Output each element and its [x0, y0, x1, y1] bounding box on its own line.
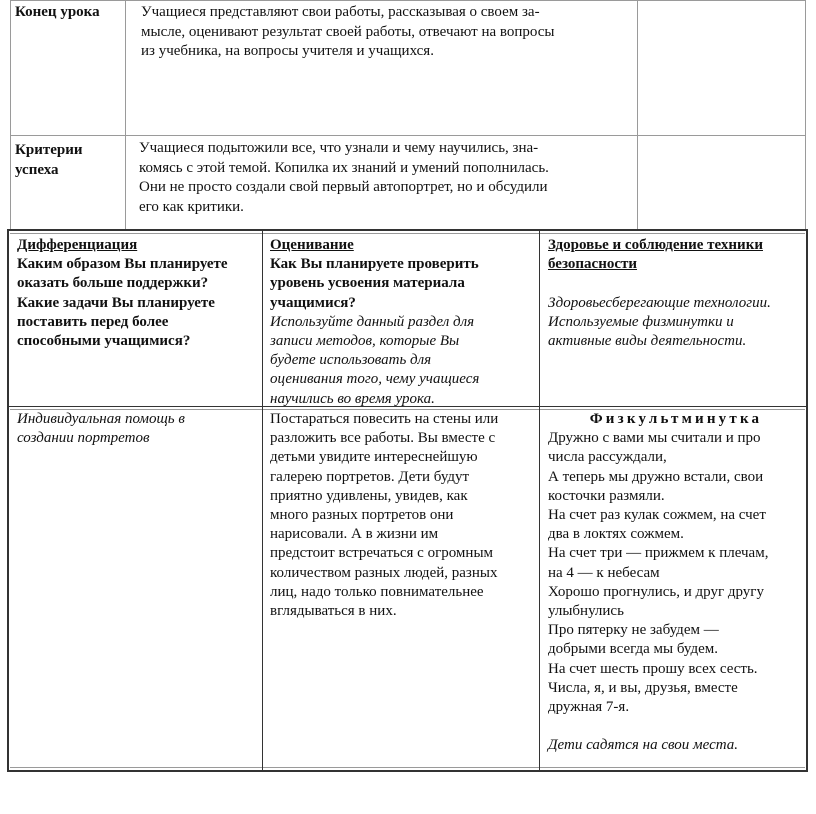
row-label-lesson-end: Конец урока	[15, 4, 100, 20]
upper-table-col-divider-1	[125, 0, 126, 229]
header-health-safety: Здоровье и соблюдение техники безопасности Здоровьесберегающие технологии. Используемые физминутки и активные виды деятельности.	[548, 237, 771, 350]
lower-table-border-left	[7, 229, 9, 772]
body-assessment: Постараться повесить на стены или разложить все работы. Вы вместе с детьми увидите интереснейшую галерею портретов. Дети будут приятно удивлены, увидев, как много разных портретов они нарисовали. А в жизни им предстоит встречаться с огромным количеством разных людей, разных лиц, надо только повнимательнее вглядываться в них.	[270, 411, 499, 620]
header-health-safety-title: Здоровье и соблюдение техники	[548, 237, 763, 253]
physminute-end: Дети садятся на свои места.	[548, 737, 738, 754]
lower-table-inner-bottom	[10, 767, 805, 768]
lower-table-border-right	[806, 229, 808, 772]
header-differentiation: Дифференциация Каким образом Вы планируете оказать больше поддержки? Какие задачи Вы планируете поставить перед более способными учащимися?	[17, 237, 228, 350]
row-content-lesson-end: Учащиеся представляют свои работы, рассказывая о своем за- мысле, оценивают результат своей работы, отвечают на вопросы из учебника, на вопросы учителя и учащихся.	[141, 4, 555, 60]
upper-table-border-right	[805, 0, 806, 229]
lower-table-inner-top	[10, 233, 805, 234]
lower-table-col-divider-2	[539, 229, 540, 772]
upper-table-row-divider	[10, 135, 806, 136]
lower-table-border-bottom	[7, 770, 808, 772]
header-assessment: Оценивание Как Вы планируете проверить уровень усвоения материала учащимися? Используйте данный раздел для записи методов, которые Вы будете использовать для оценивания того, чему учащиеся научились во время урока.	[270, 237, 480, 407]
row-label-success-criteria: Критерии успеха	[15, 142, 83, 178]
row-content-success-criteria: Учащиеся подытожили все, что узнали и чему научились, зна- комясь с этой темой. Копилка их знаний и умений пополнилась. Они не просто создали свой первый автопортрет, но и обсудили его как критики.	[139, 140, 549, 215]
upper-table-col-divider-2	[637, 0, 638, 229]
body-physminute: Физкультминутка Дружно с вами мы считали и про числа рассуждали, А теперь мы дружно встали, свои косточки размяли. На счет раз кулак сожмем, на счет два в локтях сожмем. На счет три — прижмем к плечам, на 4 — к небесам Хорошо прогнулись, и друг другу улыбнулись Про пятерку не забудем — добрыми всегда мы будем. На счет шесть прошу всех сесть. Числа, я, и вы, друзья, вместе дружная 7-я. Дети садятся на свои места.	[548, 410, 804, 756]
body-differentiation: Индивидуальная помощь в создании портретов	[17, 411, 185, 447]
physminute-title: Физкультминутка	[589, 411, 763, 427]
upper-table-border-left	[10, 0, 11, 229]
header-assessment-title: Оценивание	[270, 237, 354, 253]
upper-table-border-top	[10, 0, 806, 1]
lower-table-col-divider-1	[262, 229, 263, 772]
header-differentiation-title: Дифференциация	[17, 237, 138, 253]
lower-table-border-top	[7, 229, 808, 231]
